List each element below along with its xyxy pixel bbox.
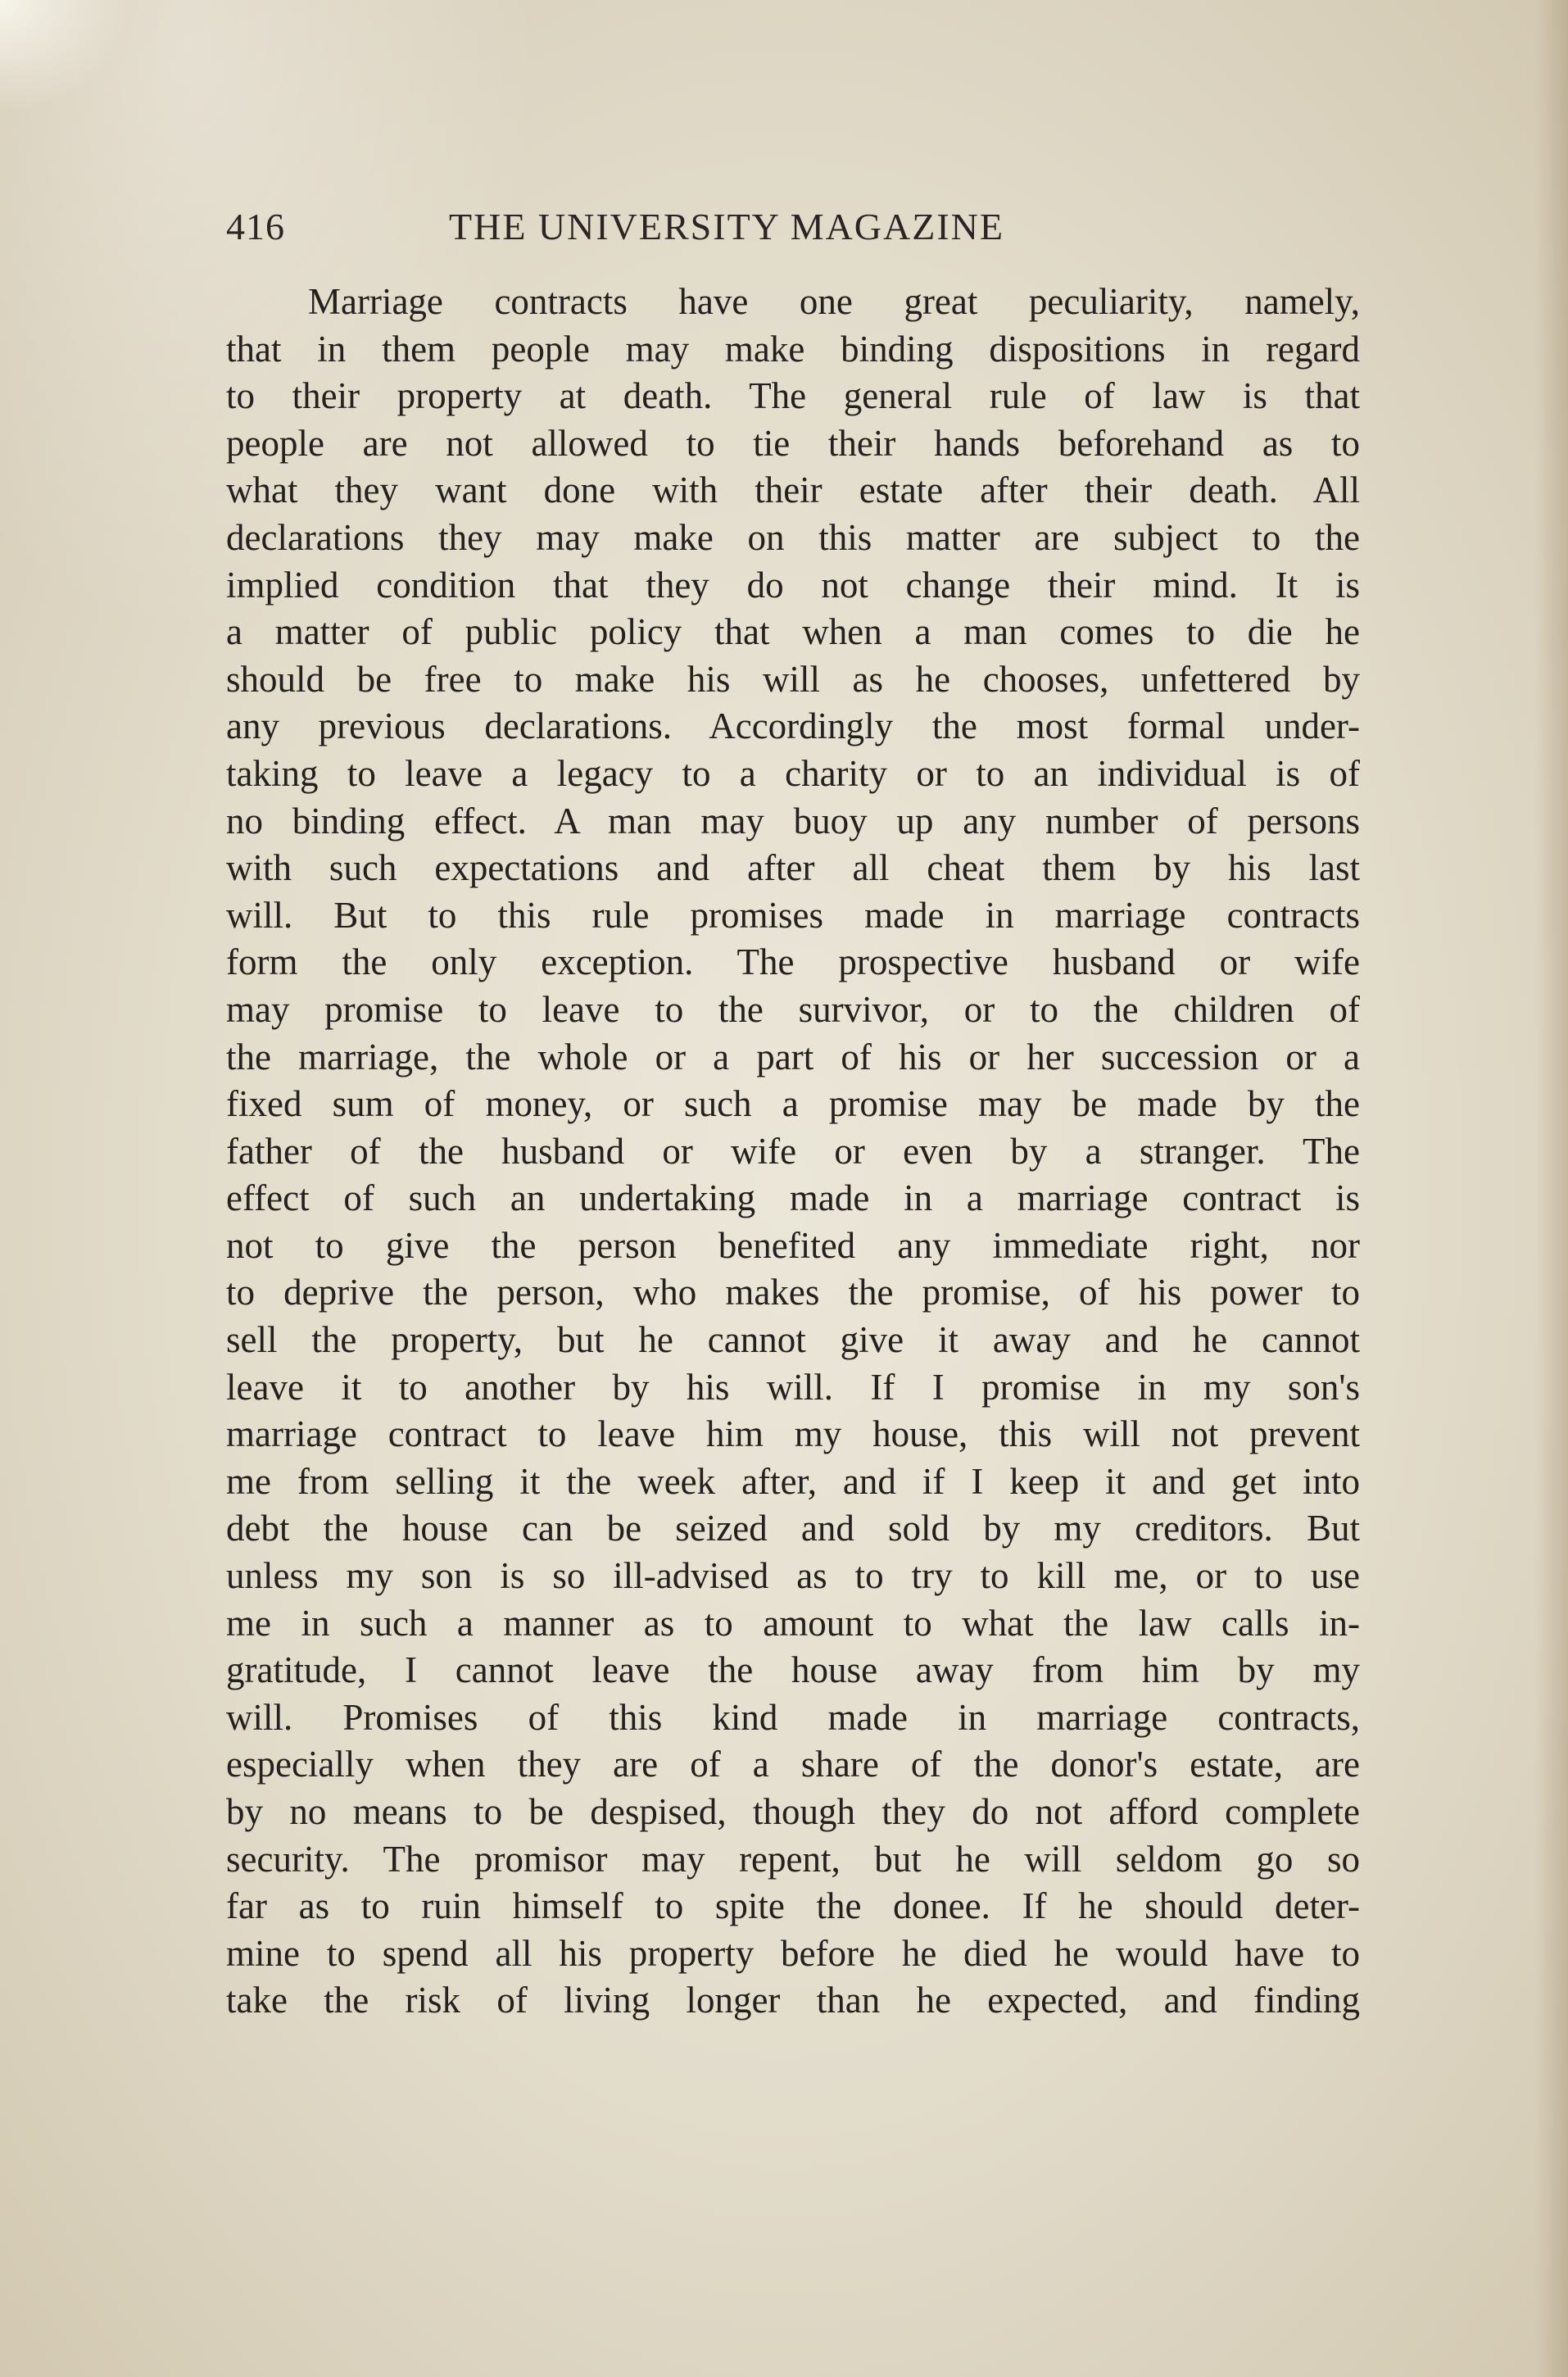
text-line: security. The promisor may repent, but he will seldom go so [226, 1838, 1360, 1880]
text-line: mine to spend all his property before he died he would have to [226, 1932, 1360, 1974]
text-line: take the risk of living longer than he expected, and finding [226, 1980, 1360, 2021]
text-line: to deprive the person, who makes the promise, of his power to [226, 1272, 1360, 1313]
text-line: marriage contract to leave him my house, this will not prevent [226, 1413, 1360, 1455]
text-line: especially when they are of a share of the donor's estate, are [226, 1744, 1360, 1785]
text-line: with such expectations and after all cheat them by his last [226, 847, 1360, 889]
text-line: people are not allowed to tie their hands beforehand as to [226, 422, 1360, 464]
body-text [226, 279, 1360, 2025]
text-line: by no means to be despised, though they do not afford complete [226, 1791, 1360, 1832]
text-line: far as to ruin himself to spite the donee. If he should deter- [226, 1885, 1360, 1927]
text-line: fixed sum of money, or such a promise may be made by the [226, 1083, 1360, 1125]
text-line: should be free to make his will as he chooses, unfettered by [226, 658, 1360, 700]
running-head: THE UNIVERSITY MAGAZINE [449, 206, 1004, 247]
text-line: no binding effect. A man may buoy up any number of persons [226, 800, 1360, 841]
text-line: not to give the person benefited any immediate right, nor [226, 1224, 1360, 1266]
text-line: the marriage, the whole or a part of his or her succession or a [226, 1036, 1360, 1077]
text-line: sell the property, but he cannot give it away and he cannot [226, 1319, 1360, 1361]
page-number: 416 [226, 206, 285, 247]
text-line: gratitude, I cannot leave the house away from him by my [226, 1649, 1360, 1691]
text-line: any previous declarations. Accordingly the most formal under- [226, 705, 1360, 747]
text-line: will. But to this rule promises made in marriage contracts [226, 894, 1360, 936]
text-line: me from selling it the week after, and if I keep it and get into [226, 1460, 1360, 1502]
text-line: may promise to leave to the survivor, or to the children of [226, 988, 1360, 1030]
text-line: a matter of public policy that when a man comes to die he [226, 611, 1360, 653]
text-line: implied condition that they do not change their mind. It is [226, 564, 1360, 606]
text-line: debt the house can be seized and sold by my creditors. But [226, 1508, 1360, 1549]
text-line: will. Promises of this kind made in marriage contracts, [226, 1696, 1360, 1738]
text-line: declarations they may make on this matter are subject to the [226, 516, 1360, 558]
page-header [226, 198, 1360, 256]
text-line: taking to leave a legacy to a charity or to an individual is of [226, 752, 1360, 794]
text-line: form the only exception. The prospective husband or wife [226, 941, 1360, 983]
text-line: that in them people may make binding dispositions in regard [226, 328, 1360, 370]
page-edge-shadow [1535, 0, 1568, 2377]
text-line: effect of such an undertaking made in a marriage contract is [226, 1177, 1360, 1219]
text-line: unless my son is so ill-advised as to try to kill me, or to use [226, 1555, 1360, 1597]
page-corner-wear [0, 0, 131, 115]
text-line: leave it to another by his will. If I promise in my son's [226, 1366, 1360, 1408]
text-line: to their property at death. The general rule of law is that [226, 375, 1360, 417]
text-line: me in such a manner as to amount to what the law calls in- [226, 1602, 1360, 1644]
text-line: Marriage contracts have one great peculiarity, namely, [308, 281, 1360, 322]
text-line: what they want done with their estate after their death. All [226, 470, 1360, 511]
text-line: father of the husband or wife or even by a stranger. The [226, 1130, 1360, 1172]
